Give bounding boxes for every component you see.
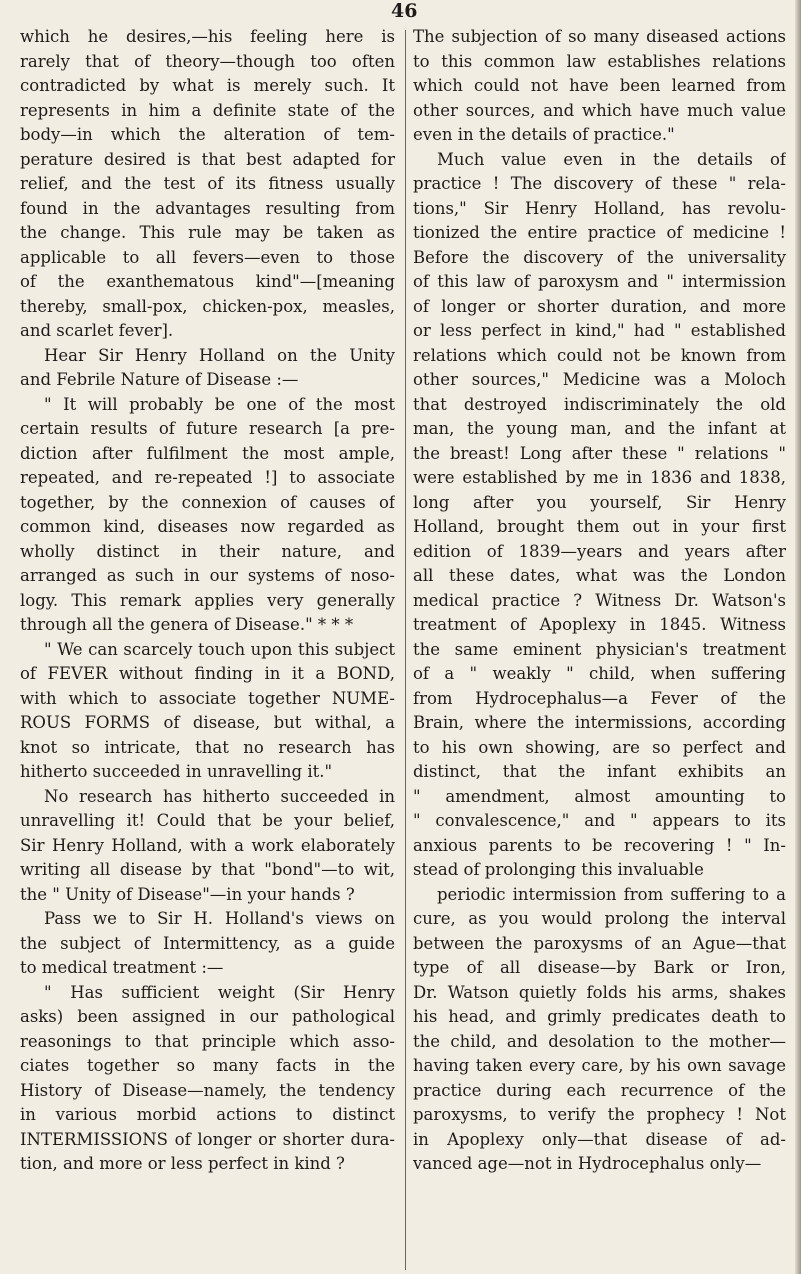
- text-line: ROUS FORMS of disease, but withal, a: [20, 713, 395, 732]
- text-line: " Has sufficient weight (Sir Henry: [44, 982, 395, 1002]
- text-line: the change. This rule may be taken as: [20, 223, 395, 242]
- text-line: perature desired is that best adapted for: [20, 149, 395, 169]
- left-column: [20, 25, 395, 1177]
- text-line: represents in him a definite state of the: [20, 100, 395, 120]
- text-line: anxious parents to be recovering ! " In-: [413, 835, 786, 855]
- text-line: common kind, diseases now regarded as: [20, 517, 395, 536]
- text-line: and Febrile Nature of Disease :—: [20, 370, 299, 389]
- text-line: all these dates, what was the London: [413, 566, 786, 585]
- text-line: diction after fulfilment the most ample,: [20, 443, 395, 463]
- text-line: vanced age—not in Hydrocephalus only—: [413, 1154, 762, 1173]
- text-line: Hear Sir Henry Holland on the Unity: [44, 345, 395, 365]
- text-line: Brain, where the intermissions, according: [413, 713, 786, 732]
- text-line: Before the discovery of the universality: [413, 247, 786, 267]
- text-line: that destroyed indiscriminately the old: [413, 394, 786, 414]
- text-line: between the paroxysms of an Ague—that: [413, 933, 786, 953]
- text-line: to this common law establishes relations: [413, 51, 786, 71]
- text-line: INTERMISSIONS of longer or shorter dura-: [20, 1129, 395, 1149]
- text-line: of longer or shorter duration, and more: [413, 296, 786, 316]
- text-line: Sir Henry Holland, with a work elaborately: [20, 835, 395, 855]
- text-line: with which to associate together NUME-: [20, 688, 395, 708]
- text-line: Dr. Watson quietly folds his arms, shakes: [413, 982, 786, 1002]
- text-line: body—in which the alteration of tem-: [20, 125, 395, 144]
- text-line: in various morbid actions to distinct: [20, 1105, 395, 1124]
- text-line: to medical treatment :—: [20, 958, 224, 977]
- text-line: certain results of future research [a pre-: [20, 419, 395, 438]
- text-line: unravelling it! Could that be your belief,: [20, 811, 395, 830]
- text-line: Pass we to Sir H. Holland's views on: [44, 909, 395, 928]
- text-line: ciates together so many facts in the: [20, 1056, 395, 1075]
- text-line: or less perfect in kind," had " established: [413, 321, 786, 340]
- text-line: asks) been assigned in our pathological: [20, 1007, 395, 1026]
- text-line: treatment of Apoplexy in 1845. Witness: [413, 615, 786, 634]
- text-line: relations which could not be known from: [413, 345, 786, 365]
- text-line: " convalescence," and " appears to its: [413, 811, 786, 830]
- text-line: " It will probably be one of the most: [44, 394, 395, 414]
- text-line: together, by the connexion of causes of: [20, 492, 395, 512]
- text-line: " We can scarcely touch upon this subject: [44, 639, 395, 659]
- text-line: hitherto succeeded in unravelling it.": [20, 762, 333, 781]
- text-line: contradicted by what is merely such. It: [20, 76, 395, 95]
- text-line: thereby, small-pox, chicken-pox, measles,: [20, 296, 395, 316]
- text-line: in Apoplexy only—that disease of ad-: [413, 1129, 786, 1149]
- text-line: of this law of paroxysm and " intermission: [413, 272, 786, 291]
- text-line: logy. This remark applies very generally: [20, 590, 395, 610]
- right-column: [413, 25, 786, 1177]
- text-line: the same eminent physician's treatment: [413, 639, 786, 659]
- text-line: " amendment, almost amounting to: [413, 786, 786, 806]
- text-line: his head, and grimly predicates death to: [413, 1007, 786, 1026]
- text-line: through all the genera of Disease." * * *: [20, 615, 354, 634]
- text-line: medical practice ? Witness Dr. Watson's: [413, 590, 786, 610]
- text-line: of a " weakly " child, when suffering: [413, 664, 786, 683]
- text-line: rarely that of theory—though too often: [20, 51, 395, 71]
- text-line: having taken every care, by his own savage: [413, 1056, 786, 1075]
- text-line: No research has hitherto succeeded in: [44, 786, 395, 806]
- text-line: writing all disease by that "bond"—to wit,: [20, 860, 395, 879]
- page-edge: [795, 0, 801, 1274]
- text-line: practice during each recurrence of the: [413, 1080, 786, 1100]
- text-line: practice ! The discovery of these " rela-: [413, 174, 786, 193]
- text-line: even in the details of practice.": [413, 125, 675, 144]
- text-line: applicable to all fevers—even to those: [20, 247, 395, 267]
- text-line: and scarlet fever].: [20, 321, 174, 340]
- text-line: tionized the entire practice of medicine !: [413, 223, 786, 242]
- text-line: tions," Sir Henry Holland, has revolu-: [413, 198, 786, 218]
- text-line: arranged as such in our systems of noso-: [20, 566, 395, 585]
- text-line: other sources, and which have much value: [413, 100, 786, 120]
- text-line: periodic intermission from suffering to a: [437, 884, 786, 904]
- text-line: of the exanthematous kind"—[meaning: [20, 272, 395, 291]
- text-line: knot so intricate, that no research has: [20, 737, 395, 757]
- text-line: were established by me in 1836 and 1838,: [413, 468, 786, 487]
- column-divider: [405, 30, 406, 1270]
- text-line: relief, and the test of its fitness usually: [20, 174, 395, 193]
- text-line: Holland, brought them out in your first: [413, 517, 786, 536]
- text-line: cure, as you would prolong the interval: [413, 909, 786, 928]
- text-line: the subject of Intermittency, as a guide: [20, 933, 395, 953]
- text-line: type of all disease—by Bark or Iron,: [413, 958, 786, 977]
- text-line: tion, and more or less perfect in kind ?: [20, 1154, 345, 1173]
- text-line: to his own showing, are so perfect and: [413, 737, 786, 757]
- text-line: the child, and desolation to the mother—: [413, 1031, 786, 1051]
- text-line: paroxysms, to verify the prophecy ! Not: [413, 1105, 786, 1124]
- text-line: the " Unity of Disease"—in your hands ?: [20, 884, 355, 904]
- text-line: other sources," Medicine was a Moloch: [413, 370, 786, 389]
- page-number: 46: [391, 0, 418, 22]
- text-line: wholly distinct in their nature, and: [20, 541, 395, 561]
- text-line: of FEVER without finding in it a BOND,: [20, 664, 395, 683]
- text-line: Much value even in the details of: [437, 149, 786, 169]
- text-line: distinct, that the infant exhibits an: [413, 762, 786, 781]
- text-line: long after you yourself, Sir Henry: [413, 492, 786, 512]
- text-line: from Hydrocephalus—a Fever of the: [413, 688, 786, 708]
- text-line: found in the advantages resulting from: [20, 198, 395, 218]
- text-line: repeated, and re-repeated !] to associate: [20, 468, 395, 487]
- text-line: man, the young man, and the infant at: [413, 419, 786, 438]
- text-line: which he desires,—his feeling here is: [20, 27, 395, 46]
- text-line: the breast! Long after these " relations ": [413, 443, 786, 463]
- text-line: which could not have been learned from: [413, 76, 786, 95]
- text-line: reasonings to that principle which asso-: [20, 1031, 395, 1051]
- text-line: The subjection of so many diseased actions: [413, 27, 786, 46]
- text-line: stead of prolonging this invaluable: [413, 860, 704, 879]
- text-line: History of Disease—namely, the tendency: [20, 1080, 395, 1100]
- text-line: edition of 1839—years and years after: [413, 541, 786, 561]
